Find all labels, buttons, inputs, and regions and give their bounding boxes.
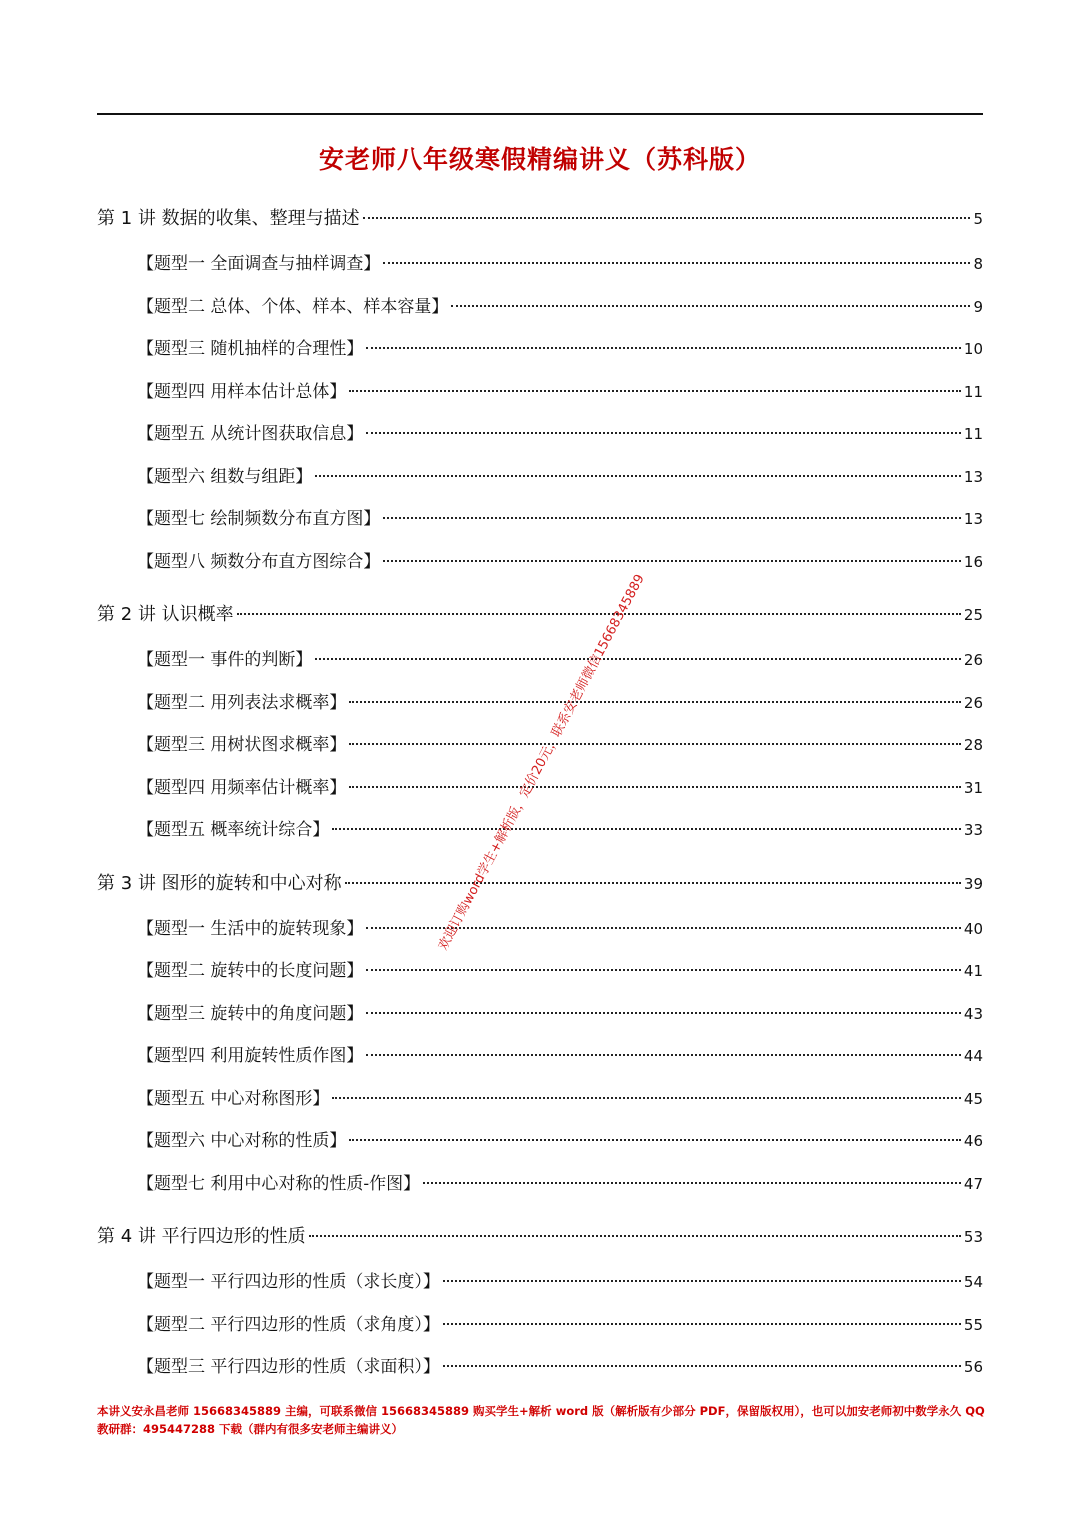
toc-chapter-4[interactable]: [97, 1213, 983, 1261]
page-number: 10: [963, 340, 983, 358]
dot-leader: [315, 658, 961, 660]
toc-section[interactable]: [97, 1346, 983, 1389]
toc-section[interactable]: [97, 908, 983, 951]
toc-section[interactable]: [97, 682, 983, 725]
dot-leader: [309, 1235, 961, 1237]
page-number: 8: [973, 255, 983, 273]
dot-leader: [366, 1054, 961, 1056]
toc-chapter-3[interactable]: [97, 860, 983, 908]
section-title: 【题型二 旋转中的长度问题】: [137, 961, 364, 981]
chapter-title: 第 4 讲 平行四边形的性质: [97, 1226, 306, 1247]
page-number: 25: [963, 606, 983, 624]
page-number: 26: [963, 693, 983, 712]
section-title: 【题型二 用列表法求概率】: [137, 692, 347, 713]
chapter-title: 第 1 讲 数据的收集、整理与描述: [97, 208, 360, 229]
toc-section[interactable]: [97, 809, 983, 852]
section-title: 【题型八 频数分布直方图综合】: [137, 551, 381, 572]
page-number: 28: [963, 736, 983, 754]
page-number: 45: [963, 1089, 983, 1108]
page-number: 11: [963, 425, 983, 443]
page-number: 53: [963, 1228, 983, 1246]
toc-section[interactable]: [97, 639, 983, 682]
page-number: 13: [963, 467, 983, 486]
dot-leader: [383, 560, 961, 562]
dot-leader: [349, 390, 961, 392]
toc-section[interactable]: [97, 541, 983, 584]
document-title: 安老师八年级寒假精编讲义（苏科版）: [318, 145, 761, 174]
page-number: 39: [963, 874, 983, 893]
dot-leader: [383, 262, 970, 264]
toc-section[interactable]: [97, 243, 983, 286]
section-title: 【题型五 概率统计综合】: [137, 820, 330, 840]
section-title: 【题型二 平行四边形的性质（求角度）】: [137, 1314, 440, 1335]
section-title: 【题型五 中心对称图形】: [137, 1088, 330, 1109]
dot-leader: [383, 517, 961, 519]
watermark-text: 欢迎订购word学生+解析版，定价20元，联系安老师微信15668345889: [435, 572, 648, 953]
section-title: 【题型一 事件的判断】: [137, 650, 313, 670]
section-title: 【题型七 绘制频数分布直方图】: [137, 509, 381, 529]
section-title: 【题型一 全面调查与抽样调查】: [137, 254, 381, 274]
page-number: 46: [963, 1132, 983, 1150]
section-title: 【题型四 用样本估计总体】: [137, 381, 347, 402]
toc-chapter-1[interactable]: [97, 195, 983, 243]
toc-section[interactable]: [97, 286, 983, 329]
section-title: 【题型二 总体、个体、样本、样本容量】: [137, 296, 449, 317]
toc-chapter-2[interactable]: [97, 591, 983, 639]
dot-leader: [443, 1323, 961, 1325]
footer-note: 本讲义安永昌老师 15668345889 主编，可联系微信 15668345889 购买学生+解析 word 版（解析版有少部分 PDF，保留版权用），也可以加安老师初中数学永久 QQ 教研群：495447288 下载（群内有很多安老师主编讲义）: [97, 1404, 985, 1436]
dot-leader: [443, 1365, 961, 1367]
page-number: 11: [963, 382, 983, 401]
section-title: 【题型三 用树状图求概率】: [137, 735, 347, 755]
dot-leader: [349, 743, 961, 745]
page-number: 9: [973, 297, 983, 316]
page-number: 33: [963, 821, 983, 839]
dot-leader: [366, 969, 961, 971]
section-title: 【题型六 中心对称的性质】: [137, 1131, 347, 1151]
dot-leader: [423, 1182, 961, 1184]
page-number: 47: [963, 1174, 983, 1193]
dot-leader: [363, 217, 971, 219]
section-title: 【题型一 生活中的旋转现象】: [137, 918, 364, 939]
dot-leader: [443, 1280, 961, 1282]
chapter-title: 第 2 讲 认识概率: [97, 604, 234, 625]
section-title: 【题型六 组数与组距】: [137, 466, 313, 487]
toc-section[interactable]: [97, 1120, 983, 1163]
page-number: 56: [963, 1358, 983, 1376]
section-title: 【题型一 平行四边形的性质（求长度）】: [137, 1272, 440, 1292]
dot-leader: [451, 305, 970, 307]
dot-leader: [332, 1097, 961, 1099]
page-number: 16: [963, 552, 983, 571]
table-of-contents: [97, 195, 983, 1397]
header-rule: [97, 113, 983, 115]
page-number: 44: [963, 1047, 983, 1065]
toc-section[interactable]: [97, 1163, 983, 1206]
page-number: 43: [963, 1004, 983, 1023]
dot-leader: [349, 1139, 961, 1141]
dot-leader: [315, 475, 961, 477]
dot-leader: [366, 432, 961, 434]
toc-section[interactable]: [97, 413, 983, 456]
toc-section[interactable]: [97, 328, 983, 371]
dot-leader: [366, 1012, 961, 1014]
page-number: 5: [973, 210, 983, 228]
dot-leader: [237, 613, 961, 615]
section-title: 【题型七 利用中心对称的性质-作图】: [137, 1173, 421, 1194]
section-title: 【题型三 随机抽样的合理性】: [137, 339, 364, 359]
toc-section[interactable]: [97, 1078, 983, 1121]
section-title: 【题型三 旋转中的角度问题】: [137, 1003, 364, 1024]
section-title: 【题型四 利用旋转性质作图】: [137, 1046, 364, 1066]
toc-section[interactable]: [97, 498, 983, 541]
page-number: 26: [963, 651, 983, 669]
chapter-title: 第 3 讲 图形的旋转和中心对称: [97, 872, 342, 894]
dot-leader: [366, 347, 961, 349]
page-number: 13: [963, 510, 983, 528]
section-title: 【题型四 用频率估计概率】: [137, 777, 347, 798]
dot-leader: [349, 701, 961, 703]
dot-leader: [345, 882, 961, 884]
toc-section[interactable]: [97, 993, 983, 1036]
page-number: 41: [963, 962, 983, 980]
page-number: 31: [963, 778, 983, 797]
dot-leader: [332, 828, 961, 830]
toc-section[interactable]: [97, 1261, 983, 1304]
toc-section[interactable]: [97, 1035, 983, 1078]
toc-section[interactable]: [97, 950, 983, 993]
toc-section[interactable]: [97, 371, 983, 414]
section-title: 【题型三 平行四边形的性质（求面积）】: [137, 1357, 440, 1377]
page-number: 55: [963, 1315, 983, 1334]
page-number: 40: [963, 919, 983, 938]
page-number: 54: [963, 1273, 983, 1291]
section-title: 【题型五 从统计图获取信息】: [137, 424, 364, 444]
dot-leader: [349, 786, 961, 788]
toc-section[interactable]: [97, 1304, 983, 1347]
toc-section[interactable]: [97, 456, 983, 499]
